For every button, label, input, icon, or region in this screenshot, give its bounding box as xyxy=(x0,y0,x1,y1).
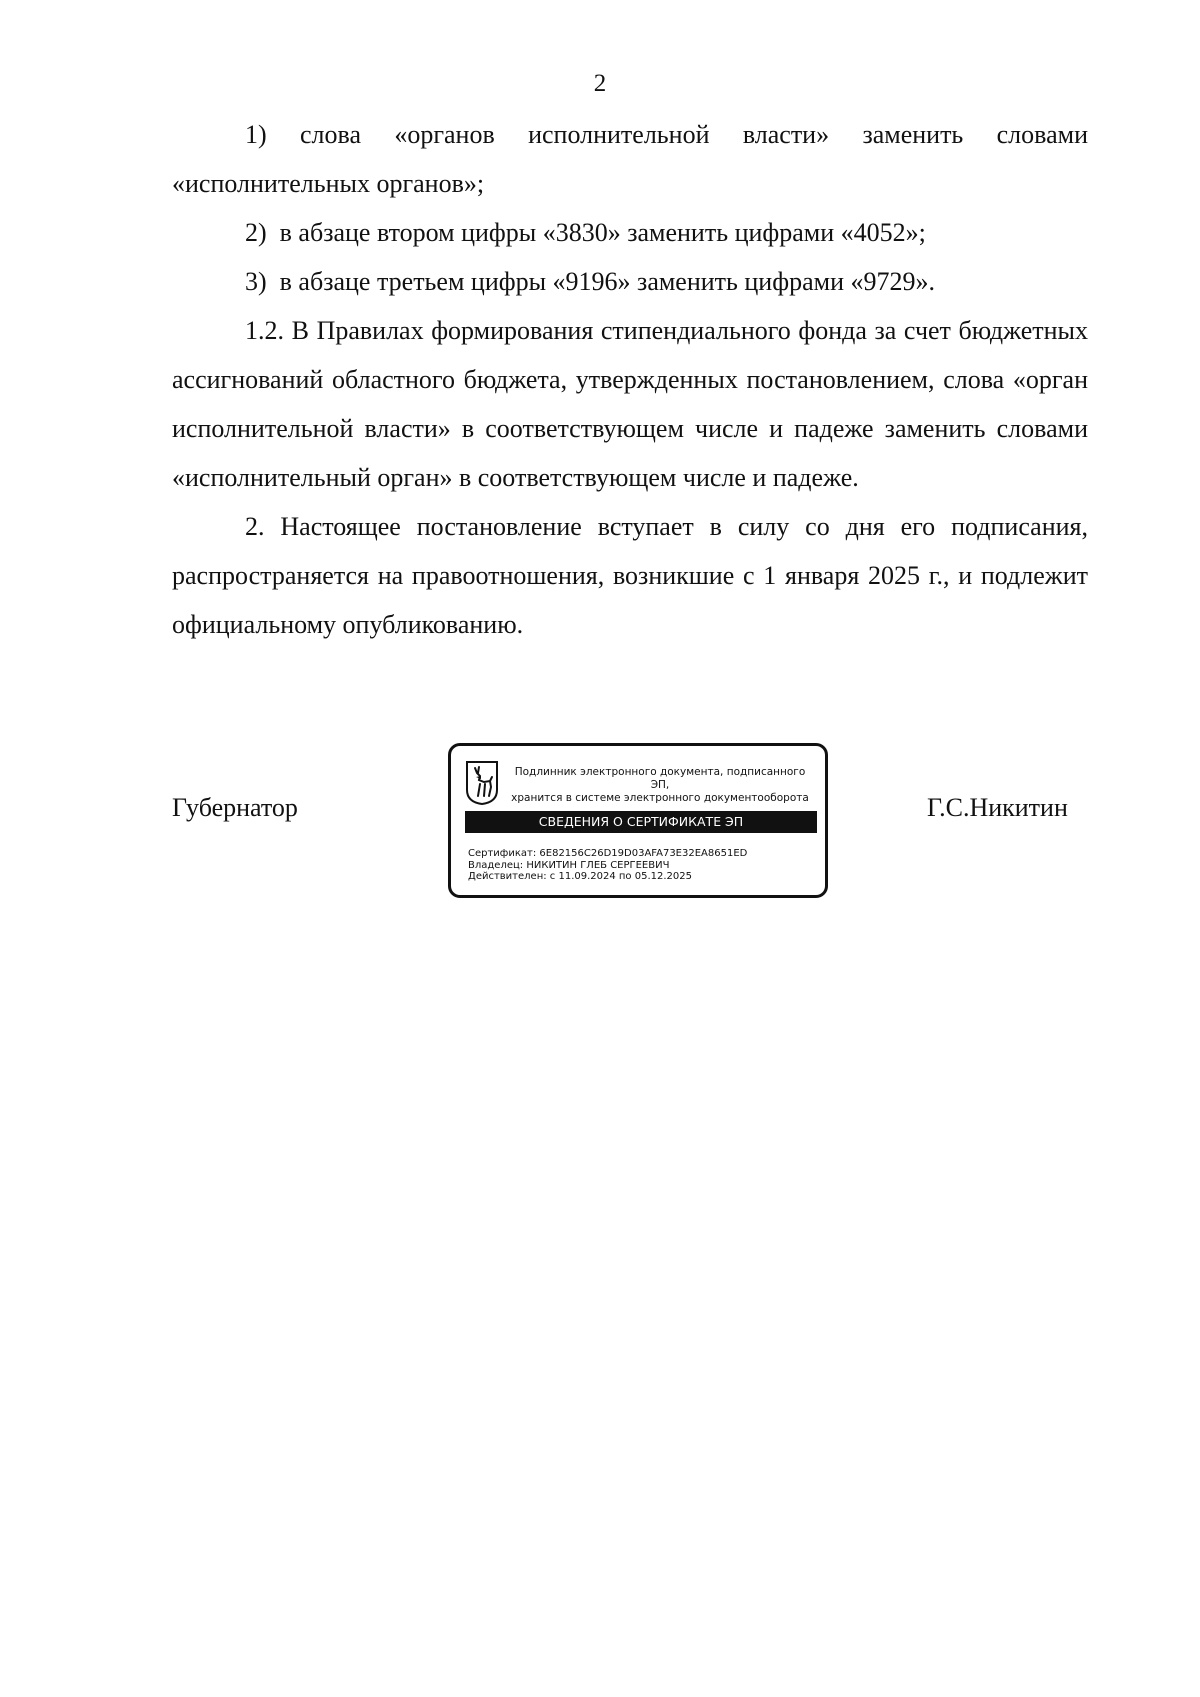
paragraph-2: 2. Настоящее постановление вступает в силу со дня его подписания, распространяется на правоотношения, возникшие с 1 января 2025 г., и подлежит официальному опубликованию. xyxy=(172,512,1088,639)
document-body xyxy=(172,110,1088,649)
paragraph-1-2: 1.2. В Правилах формирования стипендиального фонда за счет бюджетных ассигнований областного бюджета, утвержденных постановлением, слова «орган исполнительной власти» в соответствующем числе и падеже заменить словами «исполнительный орган» в соответствующем числе и падеже. xyxy=(172,316,1088,492)
stamp-header-line-1: Подлинник электронного документа, подписанного ЭП, xyxy=(514,766,806,791)
signer-role: Губернатор xyxy=(172,793,298,822)
stamp-title-bar: СВЕДЕНИЯ О СЕРТИФИКАТЕ ЭП xyxy=(465,811,817,833)
electronic-signature-stamp xyxy=(448,743,828,898)
paragraph-item-1: 1) слова «органов исполнительной власти» заменить словами «исполнительных органов»; xyxy=(172,120,1088,198)
certificate-validity: Действителен: с 11.09.2024 по 05.12.2025 xyxy=(468,871,692,882)
certificate-owner: Владелец: НИКИТИН ГЛЕБ СЕРГЕЕВИЧ xyxy=(468,859,670,871)
paragraph-item-2: 2) в абзаце втором цифры «3830» заменить цифрами «4052»; xyxy=(245,218,926,247)
paragraph-item-3: 3) в абзаце третьем цифры «9196» заменить цифрами «9729». xyxy=(245,267,935,296)
page-number: 2 xyxy=(593,70,607,97)
signer-name: Г.С.Никитин xyxy=(927,793,1068,822)
stamp-header xyxy=(505,766,815,805)
certificate-number: Сертификат: 6E82156C26D19D03AFA73E32EA8651ED xyxy=(468,848,748,859)
stamp-header-line-2: хранится в системе электронного документооборота xyxy=(511,792,809,804)
deer-coat-of-arms-icon xyxy=(465,760,499,806)
certificate-details xyxy=(468,848,747,883)
